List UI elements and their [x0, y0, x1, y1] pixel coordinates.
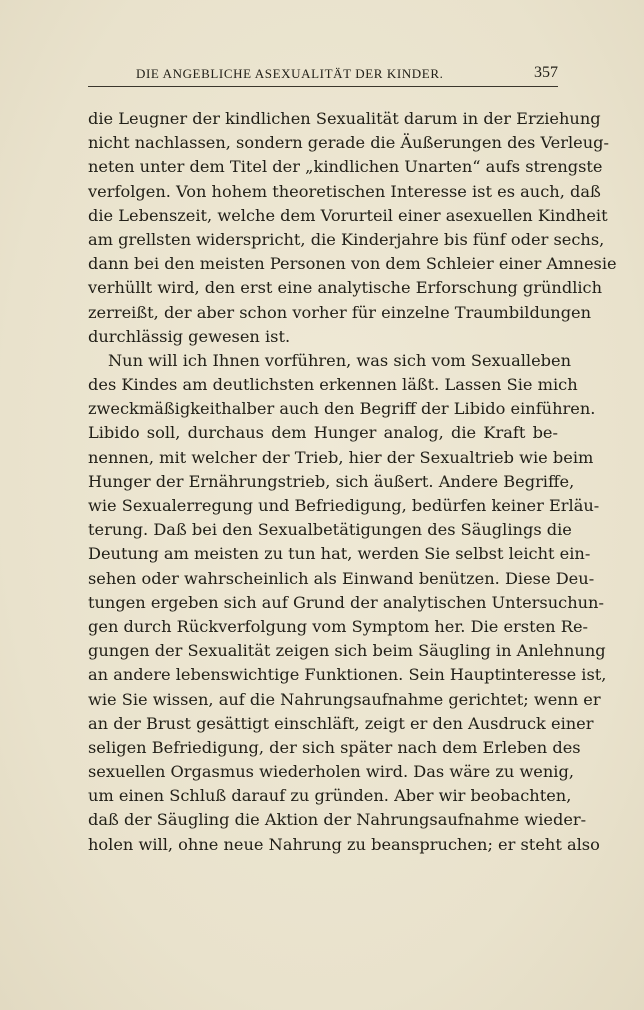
- text-line: holen will, ohne neue Nahrung zu beanspruchen; er steht also: [88, 834, 600, 854]
- body-text: [88, 107, 617, 857]
- text-line: durchlässig gewesen ist.: [88, 326, 291, 346]
- text-line: des Kindes am deutlichsten erkennen läßt. Lassen Sie mich: [88, 375, 578, 395]
- text-line: zerreißt, der aber schon vorher für einzelne Traumbildungen: [88, 302, 592, 322]
- text-line: verhüllt wird, den erst eine analytische Erforschung gründlich: [88, 278, 603, 298]
- text-line: nicht nachlassen, sondern gerade die Äußerungen des Verleug-: [88, 133, 610, 153]
- text-line: Hunger der Ernährungstrieb, sich äußert. Andere Begriffe,: [88, 471, 575, 491]
- text-line: Nun will ich Ihnen vorführen, was sich vom Sexualleben: [108, 350, 572, 370]
- text-line: verfolgen. Von hohem theoretischen Interesse ist es auch, daß: [88, 181, 601, 201]
- page-number: 357: [534, 64, 558, 81]
- text-line: die Leugner der kindlichen Sexualität darum in der Erziehung: [88, 109, 601, 128]
- text-line: zweckmäßigkeithalber auch den Begriff der Libido einführen.: [88, 399, 596, 419]
- text-line: wie Sie wissen, auf die Nahrungsaufnahme gerichtet; wenn er: [88, 689, 601, 709]
- text-line: neten unter dem Titel der „kindlichen Unarten“ aufs strengste: [88, 157, 603, 177]
- text-line: terung. Daß bei den Sexualbetätigungen des Säuglings die: [88, 520, 572, 540]
- text-line: die Lebenszeit, welche dem Vorurteil einer asexuellen Kindheit: [88, 205, 608, 225]
- text-line: nennen, mit welcher der Trieb, hier der Sexualtrieb wie beim: [88, 447, 594, 467]
- text-line: tungen ergeben sich auf Grund der analytischen Untersuchun-: [88, 592, 604, 612]
- text-line: sehen oder wahrscheinlich als Einwand benützen. Diese Deu-: [88, 568, 595, 588]
- text-line: am grellsten widerspricht, die Kinderjahre bis fünf oder sechs,: [88, 229, 605, 249]
- running-head: [88, 64, 558, 87]
- text-line: gungen der Sexualität zeigen sich beim Säugling in Anlehnung: [88, 641, 606, 661]
- running-title: DIE ANGEBLICHE ASEXUALITÄT DER KINDER.: [136, 66, 444, 81]
- text-line: Deutung am meisten zu tun hat, werden Sie selbst leicht ein-: [88, 544, 591, 564]
- text-line: gen durch Rückverfolgung vom Symptom her. Die ersten Re-: [88, 616, 588, 636]
- text-line: sexuellen Orgasmus wiederholen wird. Das wäre zu wenig,: [88, 762, 574, 782]
- text-line: um einen Schluß darauf zu gründen. Aber wir beobachten,: [88, 786, 572, 806]
- text-line: seligen Befriedigung, der sich später nach dem Erleben des: [88, 737, 581, 757]
- text-line: daß der Säugling die Aktion der Nahrungsaufnahme wieder-: [88, 810, 587, 830]
- text-line: an andere lebenswichtige Funktionen. Sein Hauptinteresse ist,: [88, 665, 607, 685]
- text-line: Libido soll, durchaus dem Hunger analog, die Kraft be-: [88, 423, 558, 443]
- text-line: dann bei den meisten Personen von dem Schleier einer Amnesie: [88, 254, 617, 274]
- text-line: wie Sexualerregung und Befriedigung, bedürfen keiner Erläu-: [88, 496, 600, 515]
- text-line: an der Brust gesättigt einschläft, zeigt er den Ausdruck einer: [88, 713, 594, 733]
